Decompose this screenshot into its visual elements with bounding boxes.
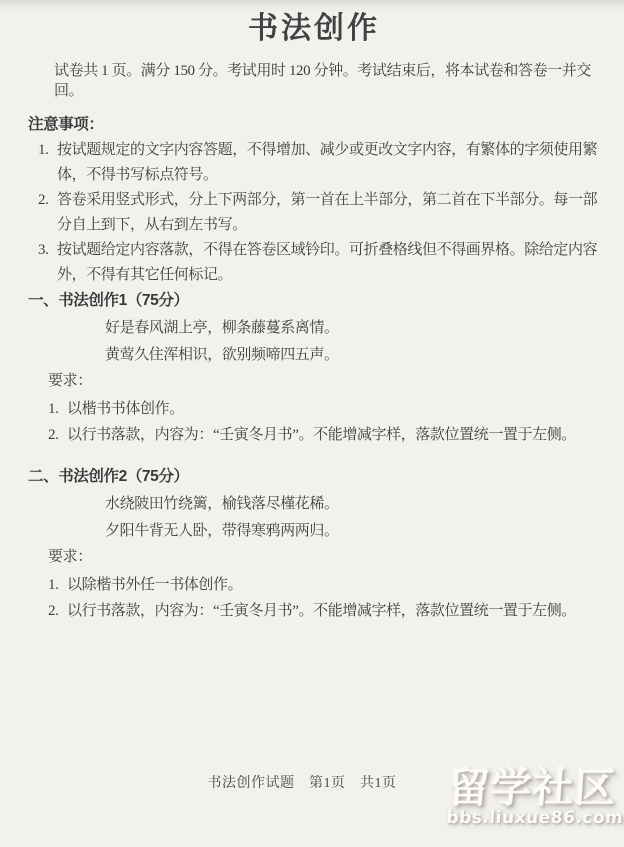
- requirements-list: [28, 572, 600, 624]
- requirement-item: [28, 422, 600, 448]
- item-number: 3.: [38, 242, 49, 258]
- item-number: 1.: [48, 401, 59, 417]
- item-number: 2.: [48, 427, 59, 443]
- watermark-logo-text: 留学社区: [446, 764, 619, 812]
- item-number: 2.: [38, 192, 49, 208]
- notice-block: [28, 116, 600, 288]
- poem-block: [28, 491, 600, 545]
- watermark-url-text: bbs.liuxue86.com: [445, 808, 624, 828]
- notice-item: [28, 238, 600, 288]
- poem-line: 黄莺久住浑相识，欲别频啼四五声。: [105, 347, 339, 363]
- item-text: 按试题规定的文字内容答题，不得增加、减少或更改文字内容，有繁体的字须使用繁体，不得书写标点符号。: [57, 142, 598, 183]
- notice-heading: 注意事项：: [28, 116, 104, 133]
- exam-intro-text: 试卷共 1 页。满分 150 分。考试用时 120 分钟。考试结束后，将本试卷和答卷一并交回。: [54, 63, 592, 99]
- item-number: 2.: [48, 603, 59, 619]
- site-watermark: [446, 765, 624, 828]
- section-task-2: [28, 468, 600, 624]
- notice-items: [28, 138, 600, 288]
- item-text: 以行书落款，内容为：“壬寅冬月书”。不能增减字样，落款位置统一置于左侧。: [67, 603, 576, 619]
- section-task-1: [28, 292, 600, 448]
- requirements-label: 要求：: [48, 549, 92, 565]
- requirement-item: [28, 572, 600, 598]
- requirements-list: [28, 396, 600, 448]
- poem-line: 水绕陂田竹绕篱，榆钱落尽槿花稀。: [105, 496, 339, 512]
- item-text: 以行书落款，内容为：“壬寅冬月书”。不能增减字样，落款位置统一置于左侧。: [67, 427, 576, 443]
- notice-item: [28, 188, 600, 238]
- poem-line: 好是春风湖上亭，柳条藤蔓系离情。: [105, 320, 339, 336]
- item-text: 以除楷书外任一书体创作。: [67, 577, 243, 593]
- notice-item: [28, 138, 600, 188]
- page-title: 书法创作: [248, 12, 380, 45]
- requirements-label: 要求：: [48, 373, 92, 389]
- requirement-item: [28, 598, 600, 624]
- section-heading: 二、书法创作2（75分）: [28, 468, 189, 485]
- item-text: 按试题给定内容落款，不得在答卷区域钤印。可折叠格线但不得画界格。除给定内容外，不得有其它任何标记。: [57, 242, 598, 283]
- page-footer: 书法创作试题 第1页 共1页: [207, 776, 397, 791]
- item-text: 答卷采用竖式形式，分上下两部分，第一首在上半部分，第二首在下半部分。每一部分自上到下，从右到左书写。: [57, 192, 598, 233]
- poem-block: [28, 315, 600, 369]
- section-heading: 一、书法创作1（75分）: [28, 292, 189, 309]
- requirement-item: [28, 396, 600, 422]
- poem-line: 夕阳牛背无人卧，带得寒鸦两两归。: [105, 523, 339, 539]
- item-number: 1.: [38, 142, 49, 158]
- item-number: 1.: [48, 577, 59, 593]
- item-text: 以楷书书体创作。: [67, 401, 184, 417]
